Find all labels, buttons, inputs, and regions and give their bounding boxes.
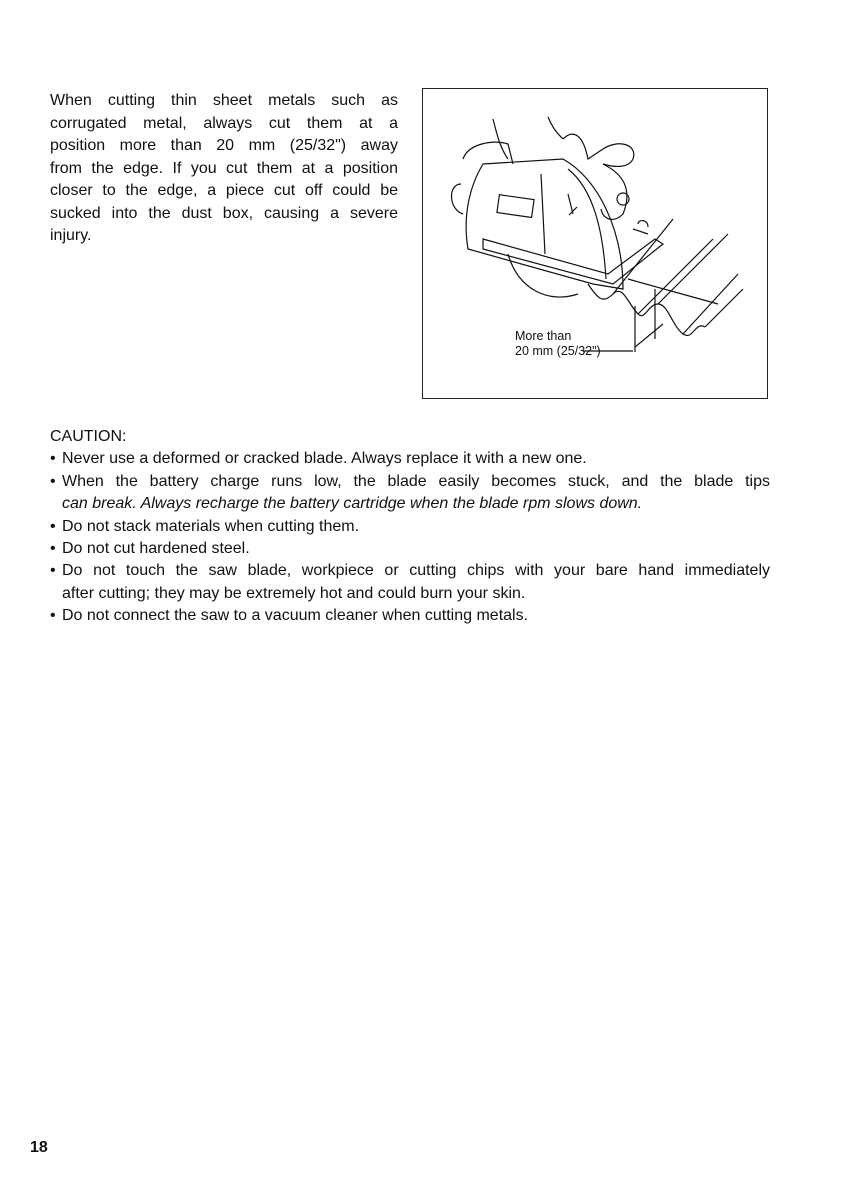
caution-item [50, 448, 770, 470]
caution-text: Do not cut hardened steel. [62, 540, 250, 558]
bullet-icon: • [50, 607, 56, 625]
caution-text: Do not connect the saw to a vacuum cleaner when cutting metals. [62, 607, 529, 625]
caution-text: can break. Always recharge the battery cartridge when the blade rpm slows down. [62, 495, 643, 513]
page-number: 18 [30, 1139, 48, 1156]
saw-illustration [422, 88, 768, 399]
bullet-icon: • [50, 472, 56, 490]
caution-heading: CAUTION: [50, 428, 127, 445]
intro-line: When cutting thin sheet metals such as [50, 92, 398, 109]
caution-text: Do not touch the saw blade, workpiece or cutting chips with your bare hand immediately [62, 562, 770, 580]
bullet-icon: • [50, 450, 56, 468]
caution-item [50, 560, 770, 605]
intro-paragraph [50, 90, 398, 248]
caution-text: Do not stack materials when cutting them. [62, 517, 360, 535]
caution-section [50, 426, 770, 628]
intro-line: closer to the edge, a piece cut off could be [50, 182, 398, 199]
bullet-icon: • [50, 562, 56, 580]
caution-text: When the battery charge runs low, the blade easily becomes stuck, and the blade tips [62, 472, 770, 490]
intro-line: from the edge. If you cut them at a position [50, 159, 398, 177]
caution-text: Never use a deformed or cracked blade. Always replace it with a new one. [62, 450, 587, 468]
bullet-icon: • [50, 540, 56, 558]
caution-item [50, 538, 770, 560]
caution-item [50, 516, 770, 538]
caution-item [50, 605, 770, 627]
intro-line: sucked into the dust box, causing a severe [50, 204, 398, 222]
intro-line: position more than 20 mm (25/32") away [50, 137, 398, 154]
dimension-label-line2: 20 mm (25/32") [515, 344, 601, 358]
intro-line: corrugated metal, always cut them at a [50, 114, 398, 132]
dimension-label-line1: More than [515, 329, 572, 343]
bullet-icon: • [50, 517, 56, 535]
caution-text: after cutting; they may be extremely hot and could burn your skin. [62, 584, 526, 602]
intro-line: injury. [50, 227, 92, 244]
caution-item [50, 471, 770, 516]
